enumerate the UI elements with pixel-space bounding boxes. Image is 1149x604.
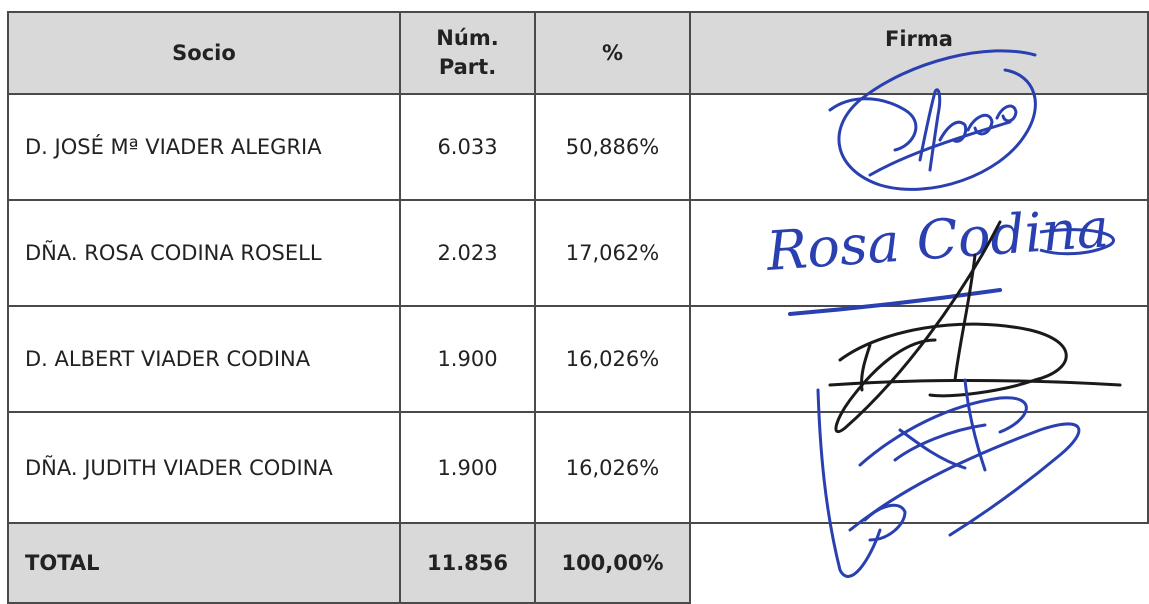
partner-name: DÑA. JUDITH VIADER CODINA <box>8 412 400 523</box>
total-percent: 100,00% <box>535 523 690 603</box>
total-shares: 11.856 <box>400 523 535 603</box>
header-num-part <box>400 12 535 94</box>
header-firma: Firma <box>690 12 1148 94</box>
partner-name: DÑA. ROSA CODINA ROSELL <box>8 200 400 306</box>
shares-count: 1.900 <box>400 412 535 523</box>
shares-count: 2.023 <box>400 200 535 306</box>
partner-name: D. JOSÉ Mª VIADER ALEGRIA <box>8 94 400 200</box>
partner-name: D. ALBERT VIADER CODINA <box>8 306 400 412</box>
table-row <box>8 306 1148 412</box>
shares-percent: 50,886% <box>535 94 690 200</box>
total-blank-cell <box>690 523 1148 603</box>
svg-text:Rosa Codina: Rosa Codina <box>764 196 1111 283</box>
header-socio: Socio <box>8 12 400 94</box>
total-label: TOTAL <box>8 523 400 603</box>
signature-cell <box>690 306 1148 412</box>
header-num-part-label: Núm. Part. <box>436 26 499 79</box>
table-row <box>8 94 1148 200</box>
header-percent: % <box>535 12 690 94</box>
shares-percent: 16,026% <box>535 306 690 412</box>
shares-percent: 17,062% <box>535 200 690 306</box>
total-row <box>8 523 1148 603</box>
header-row <box>8 12 1148 94</box>
shares-count: 6.033 <box>400 94 535 200</box>
signature-cell <box>690 94 1148 200</box>
shares-percent: 16,026% <box>535 412 690 523</box>
table-row <box>8 200 1148 306</box>
shares-count: 1.900 <box>400 306 535 412</box>
table-row <box>8 412 1148 523</box>
signature-cell <box>690 412 1148 523</box>
shareholders-table <box>7 11 1149 604</box>
signature-cell <box>690 200 1148 306</box>
